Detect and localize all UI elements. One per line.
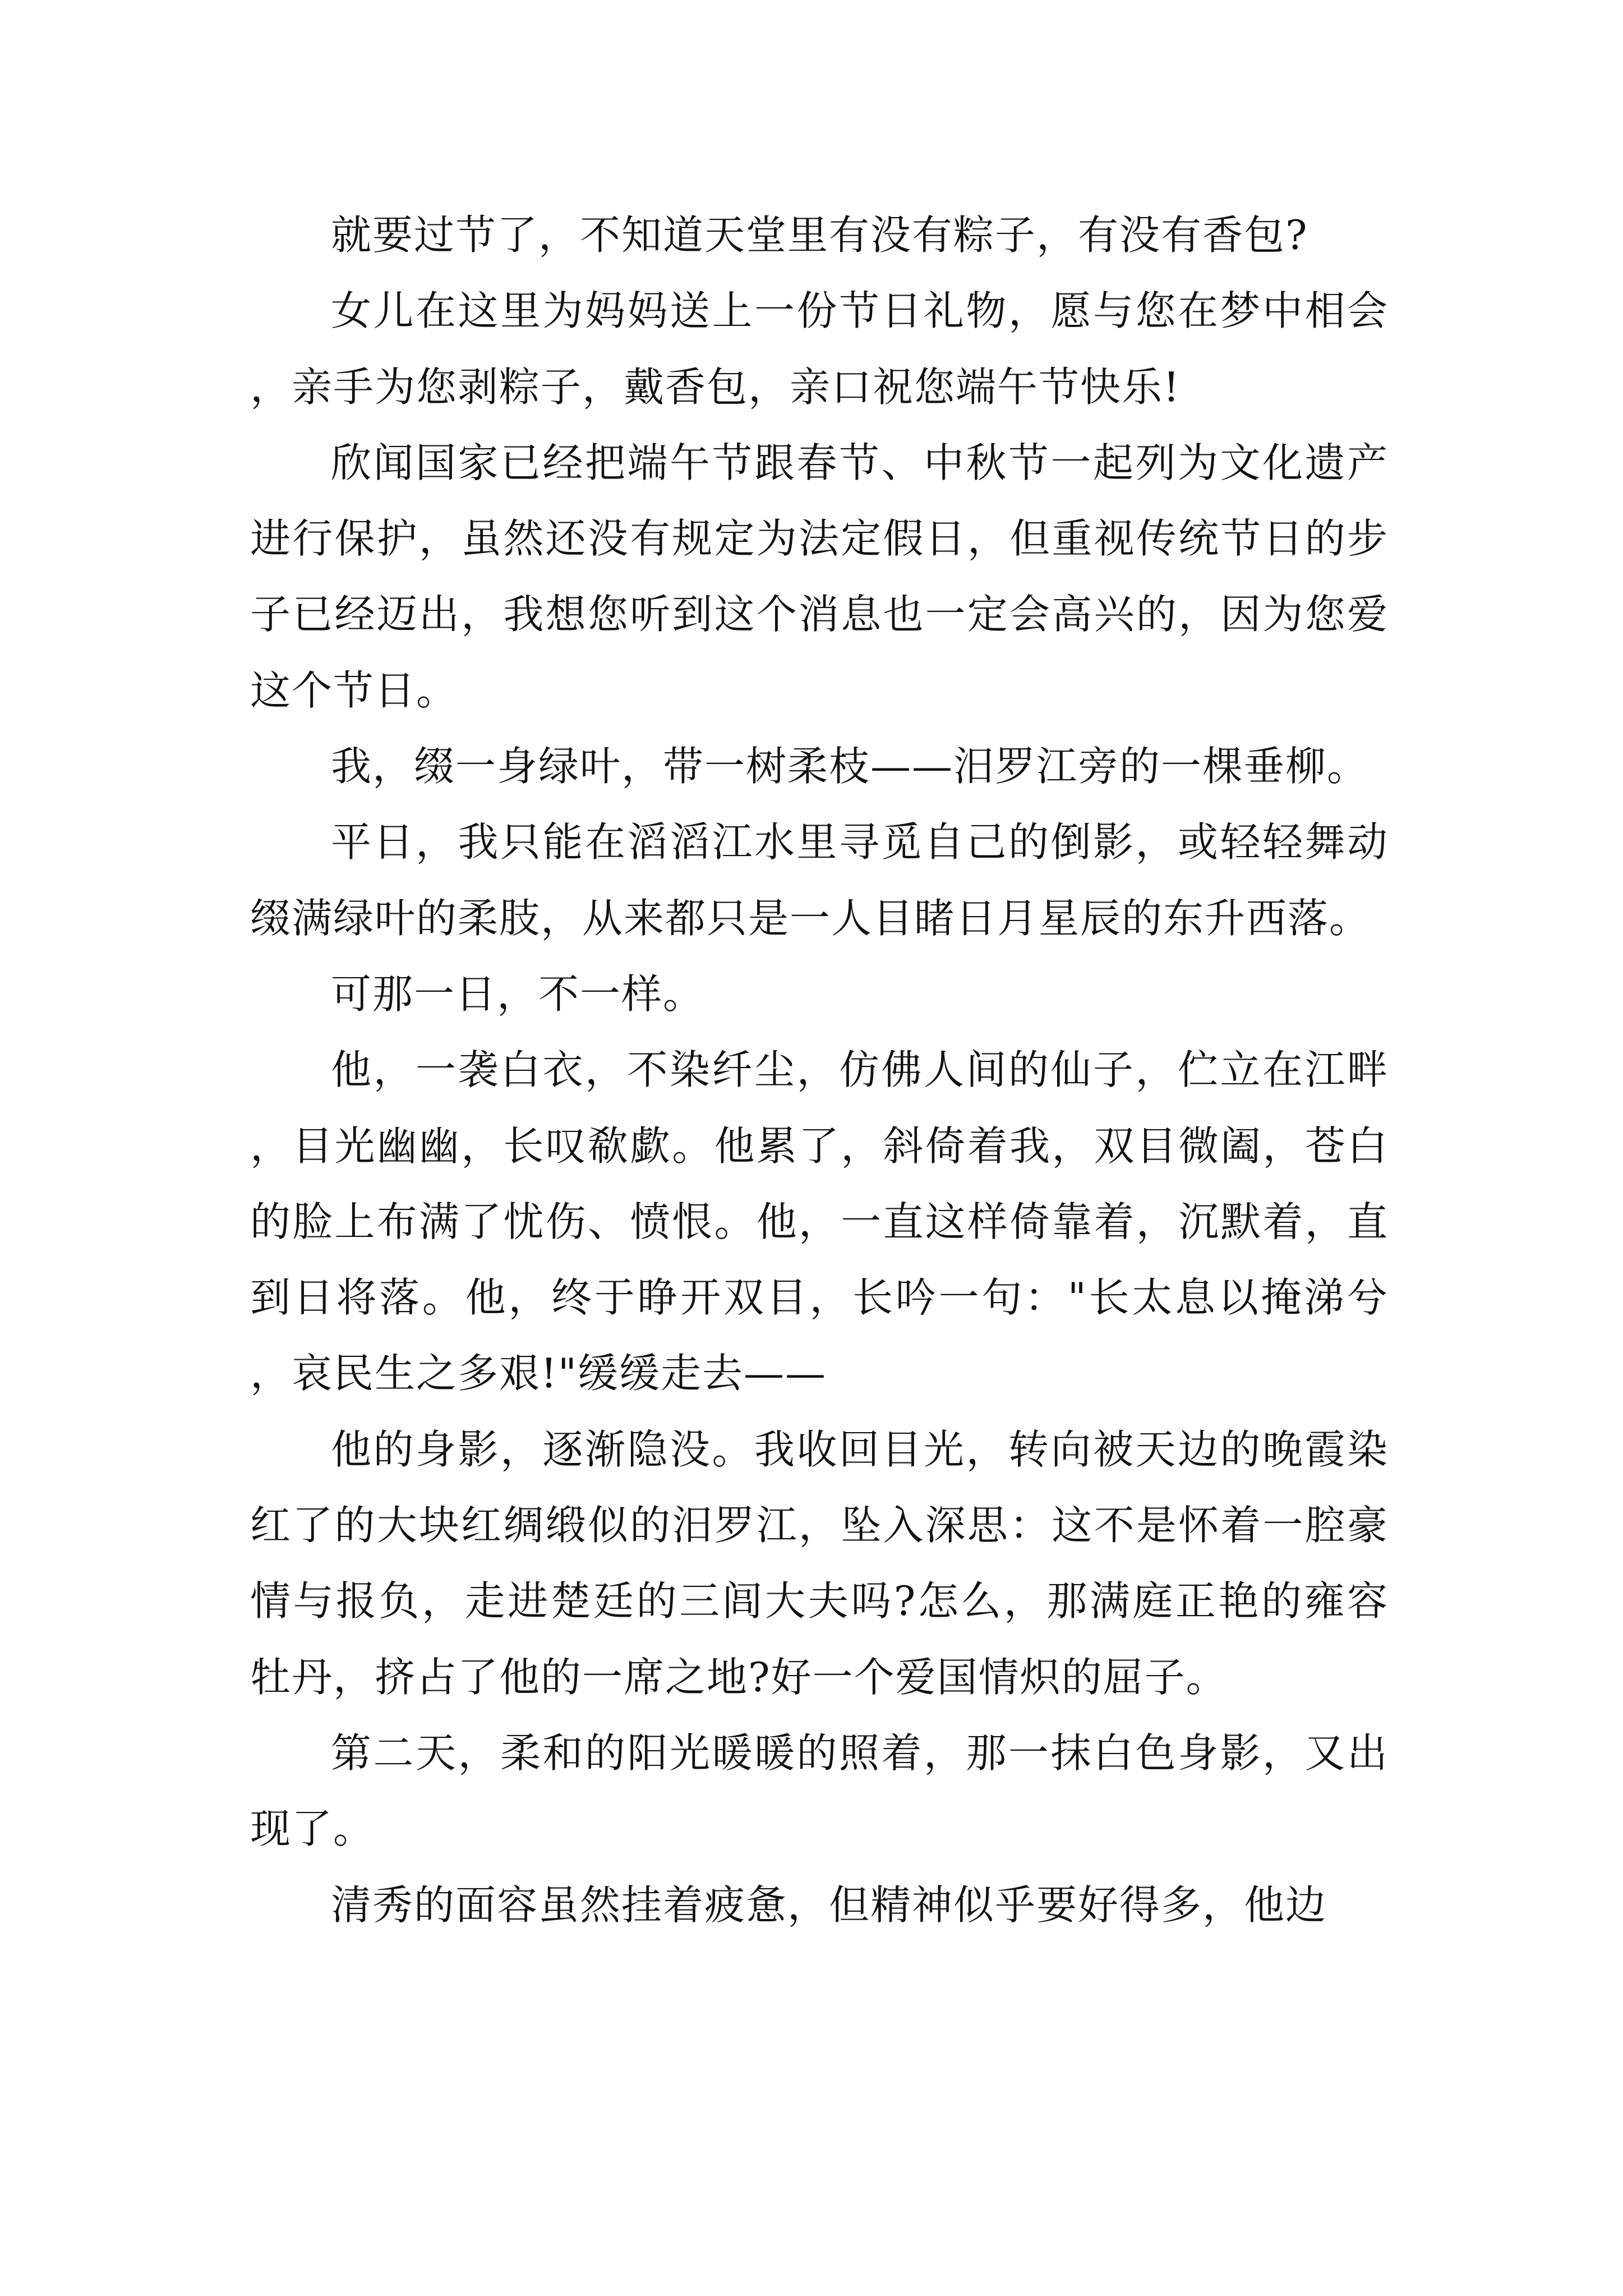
document-body bbox=[250, 197, 1389, 1943]
paragraph: 就要过节了，不知道天堂里有没有粽子，有没有香包? bbox=[331, 211, 1308, 259]
paragraph: 清秀的面容虽然挂着疲惫，但精神似乎要好得多，他边 bbox=[331, 1881, 1327, 1929]
paragraph: 他，一袭白衣，不染纤尘，仿佛人间的仙子，伫立在江畔，目光幽幽，长叹欷歔。他累了，斜倚着我，双目微阖，苍白的脸上布满了忧伤、愤恨。他，一直这样倚靠着，沉默着，直到日将落。他，终于睁开双目，长吟一句："长太息以掩涕兮，哀民生之多艰!"缓缓走去—— bbox=[250, 1046, 1389, 1397]
paragraph: 欣闻国家已经把端午节跟春节、中秋节一起列为文化遗产进行保护，虽然还没有规定为法定假日，但重视传统节日的步子已经迈出，我想您听到这个消息也一定会高兴的，因为您爱这个节日。 bbox=[250, 439, 1389, 714]
paragraph: 平日，我只能在滔滔江水里寻觅自己的倒影，或轻轻舞动缀满绿叶的柔肢，从来都只是一人目睹日月星辰的东升西落。 bbox=[250, 818, 1389, 942]
paragraph: 可那一日，不一样。 bbox=[331, 970, 705, 1018]
paragraph: 他的身影，逐渐隐没。我收回目光，转向被天边的晚霞染红了的大块红绸缎似的汨罗江，坠入深思：这不是怀着一腔豪情与报负，走进楚廷的三闾大夫吗?怎么，那满庭正艳的雍容牡丹，挤占了他的一席之地?好一个爱国情炽的屈子。 bbox=[250, 1425, 1389, 1701]
paragraph: 女儿在这里为妈妈送上一份节日礼物，愿与您在梦中相会，亲手为您剥粽子，戴香包，亲口祝您端午节快乐! bbox=[250, 287, 1389, 411]
paragraph: 我，缀一身绿叶，带一树柔枝——汨罗江旁的一棵垂柳。 bbox=[331, 743, 1369, 790]
paragraph: 第二天，柔和的阳光暖暖的照着，那一抹白色身影，又出现了。 bbox=[250, 1729, 1389, 1853]
